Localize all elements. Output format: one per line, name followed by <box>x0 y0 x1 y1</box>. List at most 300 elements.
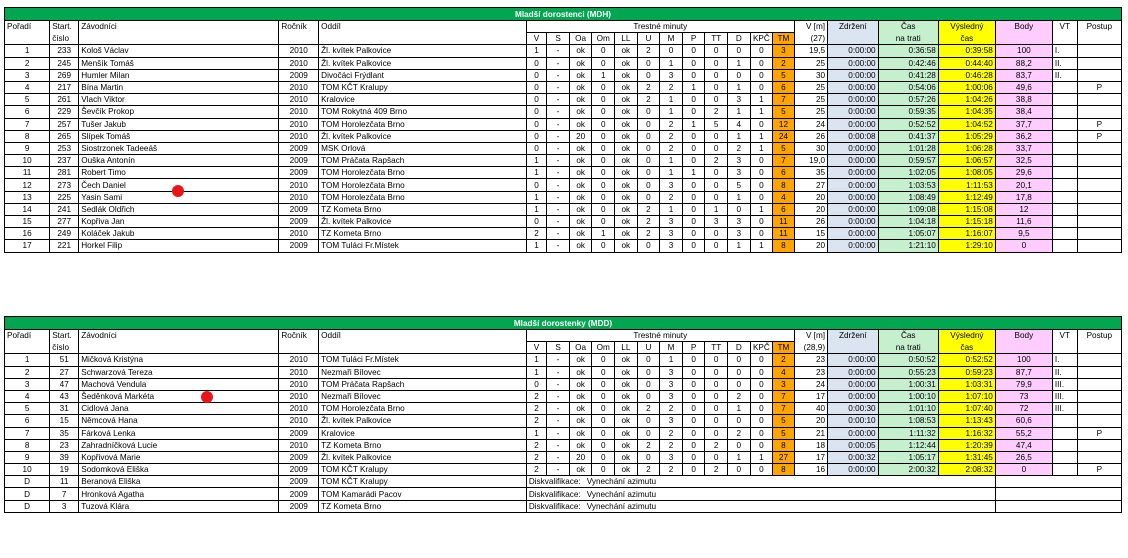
pen-p: 0 <box>682 142 705 154</box>
pen-ll: ok <box>615 179 638 191</box>
pen-tm: 5 <box>773 427 795 439</box>
header-blank <box>279 342 319 354</box>
pen-d: 0 <box>728 203 751 215</box>
vt: I. <box>1052 354 1077 366</box>
points: 55,2 <box>995 427 1052 439</box>
vt: III. <box>1052 403 1077 415</box>
pen-kpc: 0 <box>750 403 773 415</box>
advance <box>1077 228 1121 240</box>
distance: 19,5 <box>794 45 827 57</box>
final-time: 1:15:08 <box>938 203 995 215</box>
time-on-track: 0:50:52 <box>878 354 938 366</box>
header-final: Výsledný <box>938 21 995 33</box>
delay: 0:00:00 <box>828 81 879 93</box>
header-time: Čas <box>878 330 938 342</box>
final-time: 1:29:10 <box>938 240 995 252</box>
pen-oa: ok <box>569 57 592 69</box>
delay: 0:00:00 <box>828 69 879 81</box>
time-on-track: 1:02:05 <box>878 167 938 179</box>
club: Nezmaři Bílovec <box>319 390 527 402</box>
pen-kpc: 0 <box>750 354 773 366</box>
pen-u: 0 <box>637 69 660 81</box>
pen-tt: 0 <box>705 451 728 463</box>
pen-om: 0 <box>592 167 615 179</box>
distance: 26 <box>794 216 827 228</box>
pen-d: 1 <box>728 451 751 463</box>
table-row <box>5 57 1122 69</box>
pen-tt: 0 <box>705 142 728 154</box>
distance: 20 <box>794 240 827 252</box>
pen-m: 2 <box>660 142 683 154</box>
pen-oa: ok <box>569 439 592 451</box>
pen-om: 0 <box>592 106 615 118</box>
pen-tm: 24 <box>773 130 795 142</box>
advance <box>1077 403 1121 415</box>
pen-m: 3 <box>660 366 683 378</box>
time-on-track: 1:05:07 <box>878 228 938 240</box>
vt <box>1052 240 1077 252</box>
pen-d: 1 <box>728 130 751 142</box>
disqualification-note <box>526 488 995 500</box>
header-year: Ročník <box>279 330 319 342</box>
pen-kpc: 0 <box>750 167 773 179</box>
pen-v: 1 <box>526 240 546 252</box>
vt <box>1052 415 1077 427</box>
pen-tm: 6 <box>773 81 795 93</box>
pen-ll: ok <box>615 94 638 106</box>
pen-d: 3 <box>728 94 751 106</box>
distance: 20 <box>794 203 827 215</box>
header-start: Start. <box>50 21 79 33</box>
header-vt: VT <box>1052 21 1077 33</box>
pen-d: 0 <box>728 69 751 81</box>
pen-kpc: 0 <box>750 378 773 390</box>
header-blank <box>1052 342 1077 354</box>
pen-ll: ok <box>615 390 638 402</box>
pen-u: 0 <box>637 106 660 118</box>
pen-v: 0 <box>526 106 546 118</box>
club: Kralovice <box>319 94 527 106</box>
pen-oa: ok <box>569 69 592 81</box>
time-on-track: 0:54:06 <box>878 81 938 93</box>
rank: 16 <box>5 228 50 240</box>
pen-oa: ok <box>569 118 592 130</box>
red-marker-dot <box>172 185 184 197</box>
start-number: 269 <box>50 69 79 81</box>
distance: 26 <box>794 130 827 142</box>
final-time: 0:52:52 <box>938 354 995 366</box>
competitor-name: Beranová Eliška <box>79 476 279 488</box>
pen-tt: 0 <box>705 191 728 203</box>
pen-ll: ok <box>615 216 638 228</box>
final-time: 2:08:32 <box>938 464 995 476</box>
table-row <box>5 228 1122 240</box>
header-distance-unit: (28,9) <box>794 342 827 354</box>
pen-oa: 20 <box>569 130 592 142</box>
pen-ll: ok <box>615 366 638 378</box>
delay: 0:00:00 <box>828 354 879 366</box>
header-sub-m: M <box>660 342 683 354</box>
pen-tm: 7 <box>773 403 795 415</box>
points: 47,4 <box>995 439 1052 451</box>
pen-tt: 0 <box>705 228 728 240</box>
final-time: 1:12:49 <box>938 191 995 203</box>
distance: 30 <box>794 69 827 81</box>
advance <box>1077 390 1121 402</box>
start-number: 217 <box>50 81 79 93</box>
rank: 13 <box>5 191 50 203</box>
birth-year: 2009 <box>279 203 319 215</box>
competitor-name: Sodomková Eliška <box>79 464 279 476</box>
pen-m: 3 <box>660 216 683 228</box>
pen-ll: ok <box>615 118 638 130</box>
table-row <box>5 378 1122 390</box>
pen-v: 0 <box>526 216 546 228</box>
points: 20,1 <box>995 179 1052 191</box>
birth-year: 2009 <box>279 167 319 179</box>
pen-m: 1 <box>660 155 683 167</box>
header-rank: Pořadí <box>5 330 50 342</box>
pen-v: 0 <box>526 69 546 81</box>
table-row <box>5 81 1122 93</box>
pen-ll: ok <box>615 142 638 154</box>
delay: 0:00:00 <box>828 142 879 154</box>
time-on-track: 1:11:32 <box>878 427 938 439</box>
pen-tt: 0 <box>705 240 728 252</box>
header-rank-2 <box>5 33 50 45</box>
advance <box>1077 240 1121 252</box>
vt <box>1052 228 1077 240</box>
pen-kpc: 0 <box>750 415 773 427</box>
pen-v: 2 <box>526 415 546 427</box>
rank: 1 <box>5 45 50 57</box>
points: 26,5 <box>995 451 1052 463</box>
pen-tm: 2 <box>773 354 795 366</box>
birth-year: 2010 <box>279 415 319 427</box>
pen-u: 0 <box>637 155 660 167</box>
pen-tt: 0 <box>705 390 728 402</box>
delay: 0:00:00 <box>828 216 879 228</box>
pen-ll: ok <box>615 167 638 179</box>
pen-u: 0 <box>637 167 660 179</box>
header-sub-p: P <box>682 342 705 354</box>
pen-p: 0 <box>682 69 705 81</box>
pen-om: 0 <box>592 57 615 69</box>
pen-ll: ok <box>615 451 638 463</box>
delay: 0:00:00 <box>828 203 879 215</box>
rank: 1 <box>5 354 50 366</box>
club: TOM Rokytná 409 Brno <box>319 106 527 118</box>
points: 49,6 <box>995 81 1052 93</box>
points: 9,5 <box>995 228 1052 240</box>
points: 72 <box>995 403 1052 415</box>
advance <box>1077 415 1121 427</box>
header-sub-kpč: KPČ <box>750 342 773 354</box>
pen-tm: 12 <box>773 118 795 130</box>
start-number: 43 <box>50 390 79 402</box>
distance: 25 <box>794 106 827 118</box>
pen-d: 2 <box>728 390 751 402</box>
pen-m: 3 <box>660 378 683 390</box>
competitor-name: Slípek Tomáš <box>79 130 279 142</box>
start-number: 273 <box>50 179 79 191</box>
pen-p: 0 <box>682 57 705 69</box>
pen-ll: ok <box>615 439 638 451</box>
delay: 0:00:32 <box>828 451 879 463</box>
rank: 9 <box>5 142 50 154</box>
advance <box>1077 439 1121 451</box>
header-blank <box>79 33 279 45</box>
pen-u: 0 <box>637 142 660 154</box>
header-advance: Postup <box>1077 330 1121 342</box>
start-number: 245 <box>50 57 79 69</box>
pen-oa: ok <box>569 155 592 167</box>
pen-om: 0 <box>592 439 615 451</box>
rank: 10 <box>5 464 50 476</box>
pen-om: 0 <box>592 191 615 203</box>
pen-u: 0 <box>637 354 660 366</box>
club: TOM KČT Kralupy <box>319 464 527 476</box>
pen-om: 0 <box>592 94 615 106</box>
birth-year: 2009 <box>279 476 319 488</box>
pen-tm: 7 <box>773 94 795 106</box>
header-time: Čas <box>878 21 938 33</box>
header-sub-s: S <box>547 33 570 45</box>
pen-p: 0 <box>682 130 705 142</box>
pen-ll: ok <box>615 191 638 203</box>
vt <box>1052 179 1077 191</box>
header-start: Start. <box>50 330 79 342</box>
start-number: 11 <box>50 476 79 488</box>
pen-kpc: 1 <box>750 106 773 118</box>
delay: 0:00:00 <box>828 155 879 167</box>
pen-v: 2 <box>526 439 546 451</box>
pen-u: 2 <box>637 45 660 57</box>
pen-s: - <box>547 142 570 154</box>
competitor-name: Vlach Viktor <box>79 94 279 106</box>
vt <box>1052 451 1077 463</box>
pen-kpc: 0 <box>750 216 773 228</box>
pen-p: 0 <box>682 439 705 451</box>
birth-year: 2010 <box>279 354 319 366</box>
advance <box>1077 57 1121 69</box>
pen-tt: 2 <box>705 155 728 167</box>
blank-cell <box>995 500 1121 512</box>
pen-tt: 0 <box>705 179 728 191</box>
competitor-name: Čech Daniel <box>79 179 279 191</box>
pen-kpc: 1 <box>750 451 773 463</box>
competitor-name: Siostrzonek Tadeeáš <box>79 142 279 154</box>
distance: 23 <box>794 366 827 378</box>
club: TOM Horolezčata Brno <box>319 118 527 130</box>
pen-oa: ok <box>569 427 592 439</box>
table-row <box>5 354 1122 366</box>
pen-s: - <box>547 155 570 167</box>
points: 11,6 <box>995 216 1052 228</box>
header-penalty-minutes: Trestné minuty <box>526 21 794 33</box>
pen-kpc: 0 <box>750 390 773 402</box>
header-sub-om: Om <box>592 33 615 45</box>
distance: 15 <box>794 228 827 240</box>
header-sub-ll: LL <box>615 33 638 45</box>
start-number: 225 <box>50 191 79 203</box>
competitor-name: Menšík Tomáš <box>79 57 279 69</box>
pen-p: 0 <box>682 216 705 228</box>
birth-year: 2010 <box>279 228 319 240</box>
header-final-time: čas <box>938 342 995 354</box>
header-sub-u: U <box>637 33 660 45</box>
club: TOM Horolezčata Brno <box>319 167 527 179</box>
pen-ll: ok <box>615 130 638 142</box>
birth-year: 2010 <box>279 57 319 69</box>
pen-oa: ok <box>569 216 592 228</box>
table-row <box>5 439 1122 451</box>
pen-p: 1 <box>682 81 705 93</box>
delay: 0:00:00 <box>828 366 879 378</box>
club: TZ Kometa Brno <box>319 228 527 240</box>
pen-p: 0 <box>682 106 705 118</box>
final-time: 1:15:18 <box>938 216 995 228</box>
birth-year: 2009 <box>279 142 319 154</box>
header-delay: Zdržení <box>828 21 879 33</box>
pen-tt: 0 <box>705 130 728 142</box>
rank: 5 <box>5 94 50 106</box>
pen-p: 0 <box>682 191 705 203</box>
pen-d: 5 <box>728 179 751 191</box>
pen-v: 0 <box>526 142 546 154</box>
advance <box>1077 94 1121 106</box>
club: Žl. kvítek Palkovice <box>319 45 527 57</box>
pen-kpc: 0 <box>750 45 773 57</box>
distance: 24 <box>794 118 827 130</box>
pen-tm: 5 <box>773 142 795 154</box>
start-number: 39 <box>50 451 79 463</box>
birth-year: 2010 <box>279 191 319 203</box>
table-row <box>5 203 1122 215</box>
pen-s: - <box>547 45 570 57</box>
pen-tt: 0 <box>705 57 728 69</box>
pen-d: 4 <box>728 118 751 130</box>
pen-kpc: 0 <box>750 179 773 191</box>
start-number: 229 <box>50 106 79 118</box>
pen-v: 1 <box>526 203 546 215</box>
club: Nezmaři Bílovec <box>319 366 527 378</box>
pen-oa: ok <box>569 142 592 154</box>
delay: 0:00:00 <box>828 378 879 390</box>
advance <box>1077 354 1121 366</box>
pen-d: 0 <box>728 45 751 57</box>
header-rank-2 <box>5 342 50 354</box>
pen-v: 0 <box>526 130 546 142</box>
pen-om: 0 <box>592 366 615 378</box>
points: 32,5 <box>995 155 1052 167</box>
advance <box>1077 167 1121 179</box>
distance: 27 <box>794 179 827 191</box>
pen-s: - <box>547 464 570 476</box>
pen-ll: ok <box>615 106 638 118</box>
table-row <box>5 155 1122 167</box>
final-time: 1:04:52 <box>938 118 995 130</box>
header-sub-v: V <box>526 342 546 354</box>
distance: 40 <box>794 403 827 415</box>
pen-kpc: 1 <box>750 130 773 142</box>
header-sub-tm: TM <box>773 33 795 45</box>
competitor-name: Hronková Agatha <box>79 488 279 500</box>
table-row <box>5 69 1122 81</box>
pen-s: - <box>547 106 570 118</box>
delay: 0:00:30 <box>828 403 879 415</box>
time-on-track: 1:00:31 <box>878 378 938 390</box>
start-number: 265 <box>50 130 79 142</box>
club: TOM Horolezčata Brno <box>319 179 527 191</box>
rank: 17 <box>5 240 50 252</box>
pen-u: 2 <box>637 464 660 476</box>
pen-d: 1 <box>728 57 751 69</box>
table-title: Mladší dorostenci (MDH) <box>5 8 1122 21</box>
header-sub-oa: Oa <box>569 342 592 354</box>
distance: 19,0 <box>794 155 827 167</box>
rank: 8 <box>5 439 50 451</box>
pen-v: 2 <box>526 390 546 402</box>
pen-s: - <box>547 69 570 81</box>
time-on-track: 0:59:57 <box>878 155 938 167</box>
header-advance: Postup <box>1077 21 1121 33</box>
pen-tt: 0 <box>705 378 728 390</box>
vt <box>1052 106 1077 118</box>
pen-kpc: 0 <box>750 464 773 476</box>
pen-om: 0 <box>592 354 615 366</box>
delay: 0:00:00 <box>828 45 879 57</box>
header-points: Body <box>995 21 1052 33</box>
pen-v: 1 <box>526 155 546 167</box>
competitor-name: Schwarzová Tereza <box>79 366 279 378</box>
pen-d: 0 <box>728 378 751 390</box>
pen-tm: 6 <box>773 167 795 179</box>
table-row <box>5 366 1122 378</box>
pen-s: - <box>547 179 570 191</box>
pen-om: 0 <box>592 403 615 415</box>
club: Kralovice <box>319 427 527 439</box>
pen-v: 2 <box>526 451 546 463</box>
pen-ll: ok <box>615 45 638 57</box>
points: 38,8 <box>995 94 1052 106</box>
pen-om: 0 <box>592 118 615 130</box>
pen-ll: ok <box>615 403 638 415</box>
final-time: 0:39:58 <box>938 45 995 57</box>
vt <box>1052 203 1077 215</box>
pen-s: - <box>547 427 570 439</box>
header-blank <box>828 33 879 45</box>
pen-v: 2 <box>526 228 546 240</box>
pen-u: 0 <box>637 240 660 252</box>
pen-oa: ok <box>569 106 592 118</box>
start-number: 257 <box>50 118 79 130</box>
blank-cell <box>995 488 1121 500</box>
advance <box>1077 216 1121 228</box>
start-number: 261 <box>50 94 79 106</box>
start-number: 221 <box>50 240 79 252</box>
club: TZ Kometa Brno <box>319 203 527 215</box>
header-number: číslo <box>50 33 79 45</box>
pen-s: - <box>547 390 570 402</box>
pen-tm: 11 <box>773 216 795 228</box>
pen-ll: ok <box>615 240 638 252</box>
pen-kpc: 1 <box>750 142 773 154</box>
pen-s: - <box>547 191 570 203</box>
pen-s: - <box>547 439 570 451</box>
competitor-name: Cidlová Jana <box>79 403 279 415</box>
pen-p: 0 <box>682 390 705 402</box>
